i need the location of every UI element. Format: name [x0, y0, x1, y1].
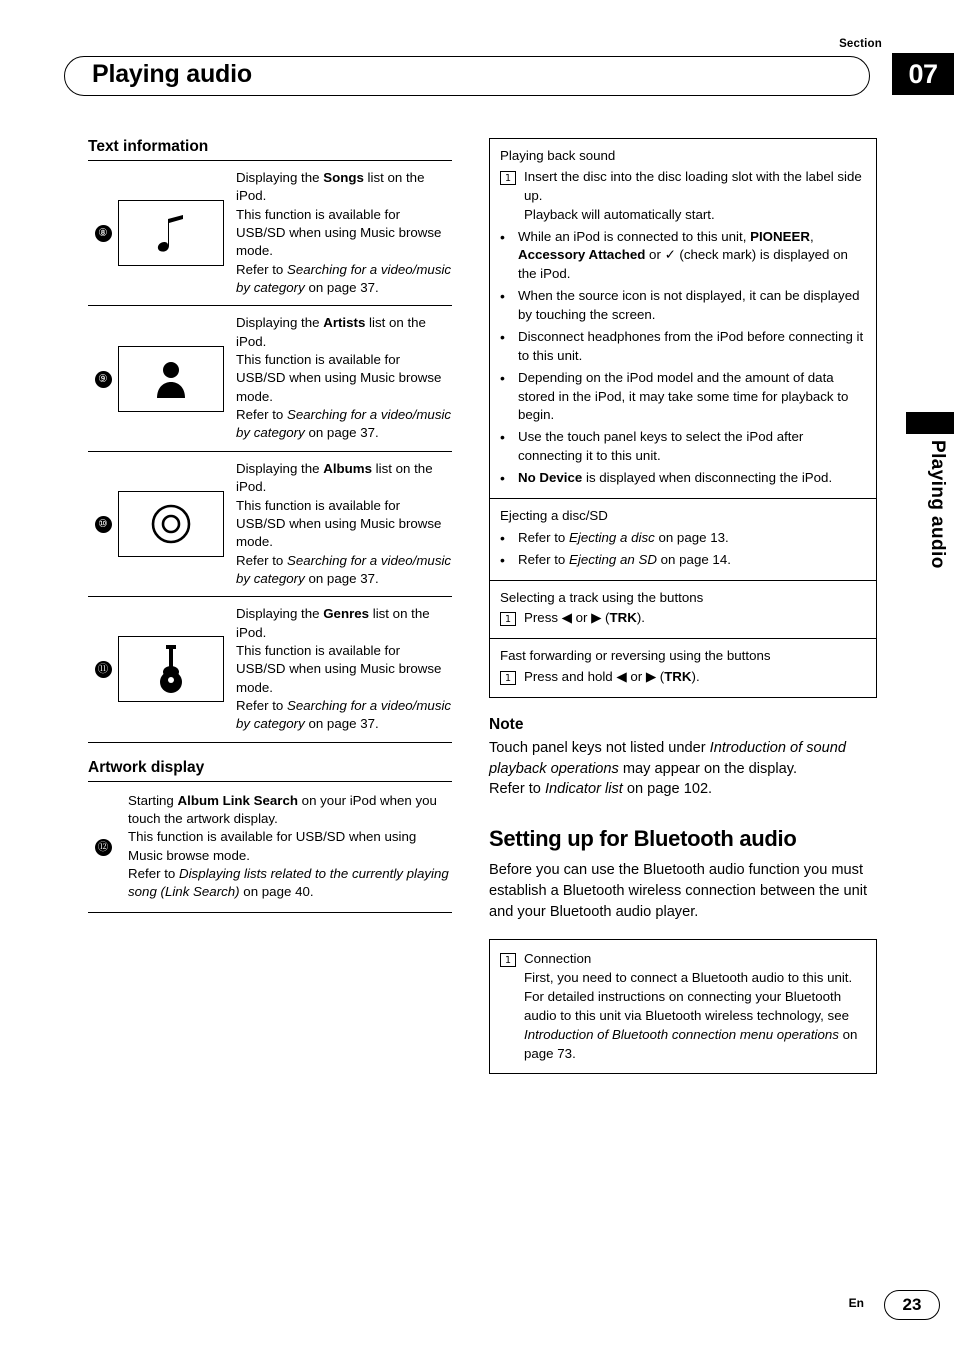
- side-tab-label: Playing audio: [927, 440, 948, 569]
- disc-icon: [118, 491, 224, 557]
- artwork-display-heading: Artwork display: [88, 758, 205, 776]
- numbered-step: [500, 950, 866, 1063]
- guitar-icon: [118, 636, 224, 702]
- row-description: Displaying the Genres list on the iPod. This function is available for USB/SD when using Music browse mode. Refer to Searching for a video/music by category on page 37.: [236, 606, 452, 732]
- step-number: 1: [500, 671, 516, 685]
- step-line: For detailed instructions on connecting your Bluetooth audio to this unit via Bluetooth wireless technology, see Introduction of Bluetooth connection menu operations on page 73.: [524, 988, 858, 1061]
- table-row: [88, 782, 452, 913]
- selecting-track-section: [490, 581, 876, 640]
- step-body: Press and hold ◀ or ▶ (TRK).: [524, 669, 700, 685]
- text-information-heading: Text information: [88, 138, 209, 155]
- bullet-item: [500, 529, 866, 548]
- playing-back-sound-section: [490, 139, 876, 499]
- row-number: [88, 224, 118, 242]
- music-note-icon: [118, 200, 224, 266]
- table-row: [88, 597, 452, 742]
- step-body: [524, 950, 866, 1063]
- table-row: [88, 306, 452, 451]
- row-description: Displaying the Albums list on the iPod. This function is available for USB/SD when using Music browse mode. Refer to Searching for a video/music by category on page 37.: [236, 460, 452, 586]
- bluetooth-connection-box: [489, 939, 877, 1074]
- section-lead: Ejecting a disc/SD: [500, 507, 608, 523]
- bullet-item: [500, 228, 866, 285]
- row-number: [88, 838, 118, 856]
- bullet-body: Depending on the iPod model and the amount of data stored in the iPod, it may take some time for playback to begin.: [518, 369, 849, 423]
- page-number: 23: [884, 1290, 940, 1320]
- bullet-item: [500, 328, 866, 366]
- bullet-item: [500, 287, 866, 325]
- bullet-item: [500, 428, 866, 466]
- step-body: Insert the disc into the disc loading slot with the label side up. Playback will automatically start.: [524, 168, 862, 222]
- bullet-item: [500, 551, 866, 570]
- row-number-badge: ⑪: [95, 661, 112, 678]
- section-lead: Fast forwarding or reversing using the buttons: [500, 648, 771, 664]
- bullet-dot: •: [500, 328, 505, 345]
- numbered-step: [500, 609, 866, 628]
- row-description: Starting Album Link Search on your iPod when you touch the artwork display. This function is available for USB/SD when using Music browse mode. Refer to Displaying lists related to the currently playing song (Link Search) on page 40.: [128, 792, 449, 900]
- bullet-item: [500, 469, 866, 488]
- section-number-badge: 07: [892, 53, 954, 95]
- numbered-step: [500, 668, 866, 687]
- bullet-dot: •: [500, 288, 505, 305]
- bullet-dot: •: [500, 369, 505, 386]
- row-number: [88, 660, 118, 678]
- step-number: 1: [500, 612, 516, 626]
- row-number: [88, 515, 118, 533]
- ejecting-section: [490, 499, 876, 581]
- bullet-body: Refer to Ejecting a disc on page 13.: [518, 529, 729, 545]
- row-description: Displaying the Artists list on the iPod. This function is available for USB/SD when using Music browse mode. Refer to Searching for a video/music by category on page 37.: [236, 315, 452, 441]
- row-number-badge: ⑨: [95, 371, 112, 388]
- right-column: [489, 138, 877, 1074]
- bullet-body: Use the touch panel keys to select the iPod after connecting it to this unit.: [518, 429, 804, 464]
- numbered-step: [500, 168, 866, 225]
- bullet-body: When the source icon is not displayed, it can be displayed by touching the screen.: [518, 288, 860, 322]
- bluetooth-intro: Before you can use the Bluetooth audio function you must establish a Bluetooth wireless connection between the unit and your Bluetooth audio player.: [489, 862, 868, 921]
- section-lead: Playing back sound: [500, 148, 616, 163]
- fast-forward-section: [490, 639, 876, 697]
- bullet-dot: •: [500, 551, 505, 568]
- language-label: En: [848, 1296, 864, 1310]
- bullet-body: No Device is displayed when disconnecting the iPod.: [518, 470, 833, 485]
- page-title: Playing audio: [92, 60, 252, 88]
- bluetooth-heading: Setting up for Bluetooth audio: [489, 826, 797, 852]
- bullet-body: Disconnect headphones from the iPod before connecting it to this unit.: [518, 328, 864, 363]
- side-tab-marker: [906, 412, 954, 434]
- left-column: [88, 138, 452, 913]
- step-body: Press ◀ or ▶ (TRK).: [524, 610, 645, 626]
- row-number-badge: ⑫: [95, 839, 112, 856]
- table-row: [88, 161, 452, 306]
- note-heading: Note: [489, 716, 524, 733]
- operations-box: [489, 138, 877, 698]
- row-number: [88, 370, 118, 388]
- row-number-badge: ⑧: [95, 225, 112, 242]
- bullet-body: While an iPod is connected to this unit, PIONEER, Accessory Attached or ✓ (check mark) is displayed on the iPod.: [518, 228, 848, 282]
- bullet-dot: •: [500, 228, 505, 245]
- step-number: 1: [500, 171, 516, 185]
- row-number-badge: ⑩: [95, 516, 112, 533]
- bullet-dot: •: [500, 429, 505, 446]
- bullet-item: [500, 369, 866, 426]
- note-body: Touch panel keys not listed under Introduction of sound playback operations may appear on the display. Refer to Indicator list on page 102.: [489, 740, 846, 798]
- person-icon: [118, 346, 224, 412]
- section-label: Section: [839, 38, 882, 50]
- row-description: Displaying the Songs list on the iPod. This function is available for USB/SD when using Music browse mode. Refer to Searching for a video/music by category on page 37.: [236, 170, 452, 296]
- bullet-body: Refer to Ejecting an SD on page 14.: [518, 551, 731, 567]
- bullet-dot: •: [500, 470, 505, 486]
- step-line: First, you need to connect a Bluetooth audio to this unit.: [524, 970, 853, 986]
- connection-section: [490, 940, 876, 1073]
- bullet-dot: •: [500, 529, 505, 546]
- table-row: [88, 452, 452, 597]
- step-lead: Connection: [524, 951, 592, 967]
- step-number: 1: [500, 953, 516, 967]
- section-lead: Selecting a track using the buttons: [500, 589, 704, 605]
